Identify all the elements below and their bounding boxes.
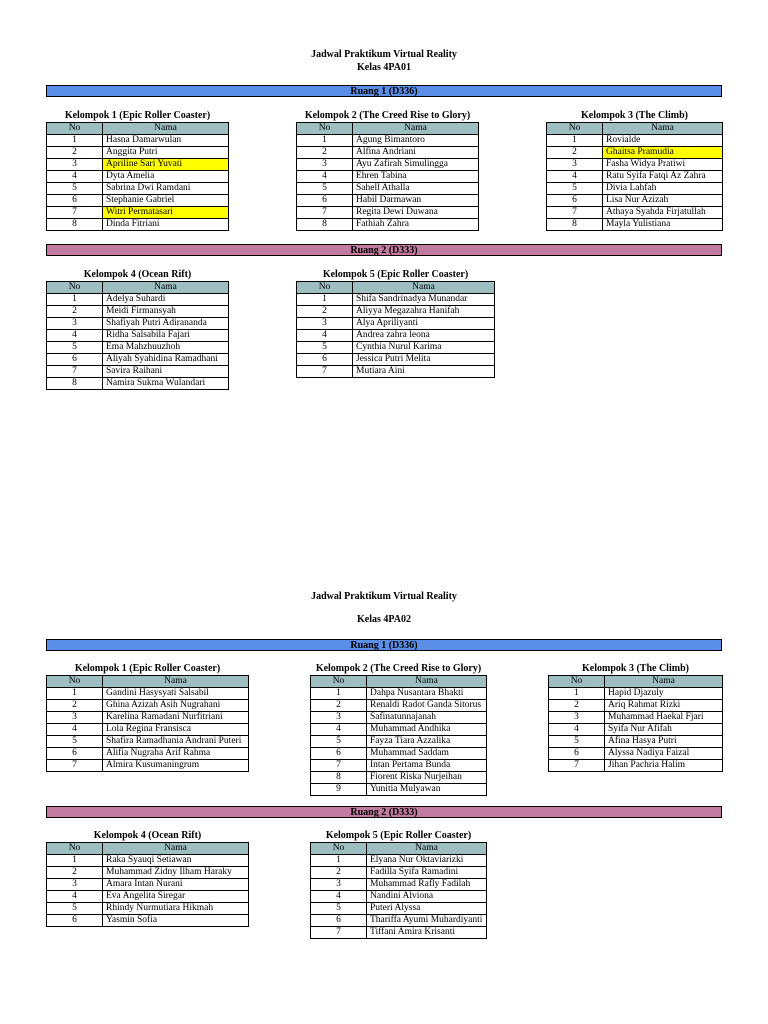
schedule-title: Jadwal Praktikum Virtual Reality <box>311 591 457 602</box>
member-no: 3 <box>47 712 103 724</box>
member-name: Jessica Putri Melita <box>353 354 495 366</box>
table-row <box>47 688 249 700</box>
group-title: Kelompok 5 (Epic Roller Coaster) <box>322 269 469 280</box>
table-row <box>47 318 229 330</box>
member-no: 8 <box>311 772 367 784</box>
member-no: 4 <box>47 171 103 183</box>
table-row <box>311 855 487 867</box>
members-table <box>46 842 249 927</box>
table-row <box>547 207 723 219</box>
table-row <box>549 712 723 724</box>
member-no: 1 <box>547 135 603 147</box>
room-header: Ruang 1 (D336) <box>46 639 722 651</box>
member-no: 2 <box>47 147 103 159</box>
col-no-header: No <box>47 282 103 294</box>
group-3 <box>546 110 723 231</box>
member-name: Agung Bimantoro <box>353 135 479 147</box>
group-title: Kelompok 1 (Epic Roller Coaster) <box>64 110 211 121</box>
member-name: Stephanie Gabriel <box>103 195 229 207</box>
member-name: Alya Apriliyanti <box>353 318 495 330</box>
group-title: Kelompok 2 (The Creed Rise to Glory) <box>315 663 482 674</box>
table-row <box>47 207 229 219</box>
member-name: Ehren Tabina <box>353 171 479 183</box>
table-row <box>297 219 479 231</box>
member-name: Anggita Putri <box>103 147 229 159</box>
members-table <box>296 122 479 231</box>
member-no: 5 <box>297 342 353 354</box>
member-no: 6 <box>311 748 367 760</box>
members-table <box>46 122 229 231</box>
member-name: Adelya Suhardi <box>103 294 229 306</box>
member-no: 4 <box>297 171 353 183</box>
table-row <box>549 736 723 748</box>
table-row <box>297 183 479 195</box>
table-row <box>311 927 487 939</box>
group-5 <box>310 830 487 939</box>
member-name: Lola Regina Fransisca <box>103 724 249 736</box>
table-row <box>47 760 249 772</box>
member-no: 2 <box>549 700 605 712</box>
table-row <box>47 354 229 366</box>
table-row <box>47 879 249 891</box>
table-header-row <box>47 123 229 135</box>
member-no: 7 <box>547 207 603 219</box>
table-row <box>47 855 249 867</box>
table-row <box>47 712 249 724</box>
table-row <box>47 219 229 231</box>
table-row <box>311 760 487 772</box>
table-row <box>297 354 495 366</box>
group-title: Kelompok 1 (Epic Roller Coaster) <box>74 663 221 674</box>
member-no: 1 <box>47 855 103 867</box>
member-no: 4 <box>549 724 605 736</box>
table-row <box>47 306 229 318</box>
col-name-header: Nama <box>605 676 723 688</box>
member-no: 1 <box>47 688 103 700</box>
col-no-header: No <box>549 676 605 688</box>
member-name: Cynthia Nurul Karima <box>353 342 495 354</box>
room-header: Ruang 2 (D333) <box>46 806 722 818</box>
member-no: 7 <box>549 760 605 772</box>
member-no: 5 <box>297 183 353 195</box>
member-no: 7 <box>297 207 353 219</box>
member-no: 6 <box>311 915 367 927</box>
member-name: Puteri Alyssa <box>367 903 487 915</box>
member-no: 4 <box>547 171 603 183</box>
table-row <box>311 915 487 927</box>
col-name-header: Nama <box>603 123 723 135</box>
member-name: Thariffa Ayumi Muhardiyanti <box>367 915 487 927</box>
member-no: 1 <box>47 135 103 147</box>
col-no-header: No <box>547 123 603 135</box>
members-table <box>548 675 723 772</box>
table-row <box>47 159 229 171</box>
member-no: 7 <box>311 927 367 939</box>
schedule-title: Jadwal Praktikum Virtual Reality <box>311 49 457 60</box>
member-name: Jihan Pachria Halim <box>605 760 723 772</box>
table-row <box>297 171 479 183</box>
col-no-header: No <box>47 676 103 688</box>
table-row <box>297 135 479 147</box>
member-no: 3 <box>47 159 103 171</box>
member-no: 4 <box>47 724 103 736</box>
table-row <box>311 891 487 903</box>
member-name: Meidi Firmansyah <box>103 306 229 318</box>
table-row <box>549 748 723 760</box>
member-name: Shifa Sandrinadya Munandar <box>353 294 495 306</box>
table-row <box>547 195 723 207</box>
table-row <box>47 366 229 378</box>
member-name: Savira Raihani <box>103 366 229 378</box>
group-1 <box>46 663 249 772</box>
table-row <box>311 688 487 700</box>
col-no-header: No <box>311 676 367 688</box>
member-no: 8 <box>47 378 103 390</box>
member-no: 3 <box>297 318 353 330</box>
col-name-header: Nama <box>353 282 495 294</box>
table-header-row <box>311 676 487 688</box>
member-name: Ayu Zafirah Simulingga <box>353 159 479 171</box>
table-row <box>47 891 249 903</box>
member-no: 2 <box>311 867 367 879</box>
table-row <box>311 724 487 736</box>
col-no-header: No <box>47 123 103 135</box>
col-no-header: No <box>297 282 353 294</box>
member-no: 4 <box>47 891 103 903</box>
col-name-header: Nama <box>103 123 229 135</box>
member-name: Mutiara Aini <box>353 366 495 378</box>
member-no: 6 <box>47 195 103 207</box>
table-row <box>47 724 249 736</box>
member-name: Namira Sukma Wulandari <box>103 378 229 390</box>
table-row <box>47 700 249 712</box>
member-name: Eva Angelita Siregar <box>103 891 249 903</box>
member-name: Rovialde <box>603 135 723 147</box>
member-name: Renaldi Radot Ganda Sitorus <box>367 700 487 712</box>
table-row <box>297 366 495 378</box>
member-no: 2 <box>297 306 353 318</box>
table-row <box>47 294 229 306</box>
table-row <box>297 207 479 219</box>
member-name: Mayla Yulistiana <box>603 219 723 231</box>
member-name: Aliyah Syahidina Ramadhani <box>103 354 229 366</box>
member-no: 3 <box>311 879 367 891</box>
member-name: Muhammad Andhika <box>367 724 487 736</box>
col-no-header: No <box>311 843 367 855</box>
member-name: Andrea zahra leona <box>353 330 495 342</box>
members-table <box>296 281 495 378</box>
table-header-row <box>47 282 229 294</box>
member-name: Tiffani Amira Krisanti <box>367 927 487 939</box>
member-name: Ema Mahzhuuzhoh <box>103 342 229 354</box>
table-row <box>547 159 723 171</box>
member-no: 5 <box>47 903 103 915</box>
table-row <box>311 784 487 796</box>
table-row <box>547 147 723 159</box>
member-name: Alfina Andriani <box>353 147 479 159</box>
member-name: Habil Darmawan <box>353 195 479 207</box>
member-name: Ghaitsa Pramudia <box>603 147 723 159</box>
member-name: Aliyya Megazahra Hanifah <box>353 306 495 318</box>
member-no: 2 <box>547 147 603 159</box>
member-no: 3 <box>311 712 367 724</box>
table-row <box>549 700 723 712</box>
table-row <box>47 736 249 748</box>
member-name: Intan Pertama Bunda <box>367 760 487 772</box>
member-name: Hasna Damarwulan <box>103 135 229 147</box>
member-name: Karelina Ramadani Nurfitriani <box>103 712 249 724</box>
members-table <box>310 675 487 796</box>
col-name-header: Nama <box>367 676 487 688</box>
table-row <box>549 760 723 772</box>
group-1 <box>46 110 229 231</box>
member-name: Sabrina Dwi Ramdani <box>103 183 229 195</box>
member-no: 5 <box>549 736 605 748</box>
member-name: Hapid Djazuly <box>605 688 723 700</box>
member-name: Athaya Syahda Firjatullah <box>603 207 723 219</box>
col-name-header: Nama <box>103 676 249 688</box>
table-row <box>47 330 229 342</box>
member-no: 4 <box>311 724 367 736</box>
member-name: Rhindy Nurmutiara Hikmah <box>103 903 249 915</box>
members-table <box>46 675 249 772</box>
table-row <box>311 903 487 915</box>
member-name: Gandini Hasysyati Salsabil <box>103 688 249 700</box>
member-name: Shafiyah Putri Adirananda <box>103 318 229 330</box>
group-title: Kelompok 3 (The Climb) <box>581 110 688 121</box>
table-row <box>547 135 723 147</box>
group-2 <box>296 110 479 231</box>
col-name-header: Nama <box>353 123 479 135</box>
member-name: Ratu Syifa Fatqi Az Zahra <box>603 171 723 183</box>
member-name: Apriline Sari Yuvati <box>103 159 229 171</box>
group-5 <box>296 269 495 378</box>
table-row <box>311 879 487 891</box>
member-name: Syifa Nur Afifah <box>605 724 723 736</box>
table-row <box>311 867 487 879</box>
member-no: 6 <box>47 915 103 927</box>
member-name: Ariq Rahmat Rizki <box>605 700 723 712</box>
table-row <box>47 903 249 915</box>
table-row <box>47 867 249 879</box>
member-no: 2 <box>47 700 103 712</box>
table-row <box>297 195 479 207</box>
table-header-row <box>297 123 479 135</box>
member-name: Lisa Nur Azizah <box>603 195 723 207</box>
member-no: 1 <box>297 294 353 306</box>
member-no: 7 <box>47 366 103 378</box>
member-no: 6 <box>297 354 353 366</box>
member-name: Fayza Tiara Azzalika <box>367 736 487 748</box>
class-subtitle: Kelas 4PA01 <box>357 62 411 73</box>
member-name: Muhammad Rafly Fadilah <box>367 879 487 891</box>
col-name-header: Nama <box>103 843 249 855</box>
table-header-row <box>297 282 495 294</box>
member-no: 1 <box>47 294 103 306</box>
member-no: 5 <box>311 736 367 748</box>
col-no-header: No <box>47 843 103 855</box>
member-name: Ridha Salsabila Fajari <box>103 330 229 342</box>
member-name: Fathiah Zahra <box>353 219 479 231</box>
members-table <box>546 122 723 231</box>
table-row <box>549 724 723 736</box>
member-no: 7 <box>311 760 367 772</box>
table-row <box>47 342 229 354</box>
table-row <box>297 342 495 354</box>
member-name: Fadilla Syifa Ramadini <box>367 867 487 879</box>
member-no: 5 <box>311 903 367 915</box>
member-no: 3 <box>47 318 103 330</box>
group-title: Kelompok 4 (Ocean Rift) <box>93 830 202 841</box>
member-name: Afina Hasya Putri <box>605 736 723 748</box>
member-name: Safinatunnajanah <box>367 712 487 724</box>
table-row <box>311 736 487 748</box>
table-row <box>47 378 229 390</box>
member-name: Nandini Alviona <box>367 891 487 903</box>
members-table <box>46 281 229 390</box>
member-name: Divia Lahfah <box>603 183 723 195</box>
member-no: 7 <box>47 207 103 219</box>
table-header-row <box>547 123 723 135</box>
member-no: 6 <box>297 195 353 207</box>
member-no: 6 <box>549 748 605 760</box>
room-header: Ruang 2 (D333) <box>46 244 722 256</box>
member-name: Muhammad Zidny Ilham Haraky <box>103 867 249 879</box>
member-no: 2 <box>47 306 103 318</box>
col-name-header: Nama <box>367 843 487 855</box>
member-name: Yunitia Mulyawan <box>367 784 487 796</box>
member-no: 3 <box>547 159 603 171</box>
group-4 <box>46 269 229 390</box>
table-row <box>47 748 249 760</box>
table-row <box>311 712 487 724</box>
member-name: Dahpa Nusantara Bhakti <box>367 688 487 700</box>
table-row <box>311 748 487 760</box>
table-row <box>547 183 723 195</box>
member-name: Raka Syauqi Setiawan <box>103 855 249 867</box>
table-row <box>47 171 229 183</box>
member-name: Alyssa Nadiya Faizal <box>605 748 723 760</box>
group-4 <box>46 830 249 927</box>
member-no: 1 <box>311 688 367 700</box>
member-no: 9 <box>311 784 367 796</box>
group-title: Kelompok 2 (The Creed Rise to Glory) <box>304 110 471 121</box>
member-no: 5 <box>47 183 103 195</box>
member-no: 8 <box>47 219 103 231</box>
table-row <box>547 219 723 231</box>
member-name: Fasha Widya Pratiwi <box>603 159 723 171</box>
table-row <box>47 195 229 207</box>
table-row <box>47 183 229 195</box>
table-row <box>47 147 229 159</box>
member-name: Yasmin Sofia <box>103 915 249 927</box>
room-header: Ruang 1 (D336) <box>46 85 722 97</box>
member-name: Muhammad Saddam <box>367 748 487 760</box>
table-header-row <box>549 676 723 688</box>
member-no: 3 <box>549 712 605 724</box>
member-name: Dinda Fitriani <box>103 219 229 231</box>
member-name: Sahell Athalla <box>353 183 479 195</box>
table-row <box>311 772 487 784</box>
member-no: 8 <box>547 219 603 231</box>
table-row <box>549 688 723 700</box>
members-table <box>310 842 487 939</box>
col-name-header: Nama <box>103 282 229 294</box>
class-subtitle: Kelas 4PA02 <box>357 614 411 625</box>
member-name: Fiorent Riska Nurjeihan <box>367 772 487 784</box>
member-no: 5 <box>47 736 103 748</box>
member-name: Amara Intan Nurani <box>103 879 249 891</box>
member-name: Witri Permatasari <box>103 207 229 219</box>
table-row <box>297 330 495 342</box>
member-no: 1 <box>311 855 367 867</box>
table-header-row <box>47 843 249 855</box>
member-name: Muhammad Haekal Fjari <box>605 712 723 724</box>
member-name: Alifia Nugraha Arif Rahma <box>103 748 249 760</box>
table-row <box>297 147 479 159</box>
member-no: 1 <box>549 688 605 700</box>
member-no: 4 <box>47 330 103 342</box>
member-no: 2 <box>297 147 353 159</box>
table-header-row <box>47 676 249 688</box>
member-no: 6 <box>47 748 103 760</box>
member-no: 3 <box>47 879 103 891</box>
table-row <box>297 159 479 171</box>
table-row <box>297 294 495 306</box>
member-no: 4 <box>311 891 367 903</box>
member-name: Regita Dewi Duwana <box>353 207 479 219</box>
member-name: Elyana Nur Oktaviarizki <box>367 855 487 867</box>
table-row <box>547 171 723 183</box>
col-no-header: No <box>297 123 353 135</box>
group-2 <box>310 663 487 796</box>
table-row <box>311 700 487 712</box>
member-no: 7 <box>47 760 103 772</box>
table-header-row <box>311 843 487 855</box>
table-row <box>47 915 249 927</box>
member-name: Almira Kusumaningrum <box>103 760 249 772</box>
group-3 <box>548 663 723 772</box>
member-no: 6 <box>547 195 603 207</box>
member-no: 8 <box>297 219 353 231</box>
member-no: 2 <box>47 867 103 879</box>
member-no: 4 <box>297 330 353 342</box>
member-no: 1 <box>297 135 353 147</box>
table-row <box>297 306 495 318</box>
member-no: 6 <box>47 354 103 366</box>
table-row <box>47 135 229 147</box>
group-title: Kelompok 5 (Epic Roller Coaster) <box>325 830 472 841</box>
member-name: Dyta Amelia <box>103 171 229 183</box>
group-title: Kelompok 4 (Ocean Rift) <box>83 269 192 280</box>
member-no: 2 <box>311 700 367 712</box>
member-no: 5 <box>47 342 103 354</box>
member-no: 7 <box>297 366 353 378</box>
member-name: Ghina Azizah Asih Nugrahani <box>103 700 249 712</box>
member-no: 5 <box>547 183 603 195</box>
table-row <box>297 318 495 330</box>
member-name: Shafira Ramadhania Andrani Puteri <box>103 736 249 748</box>
group-title: Kelompok 3 (The Climb) <box>582 663 689 674</box>
member-no: 3 <box>297 159 353 171</box>
